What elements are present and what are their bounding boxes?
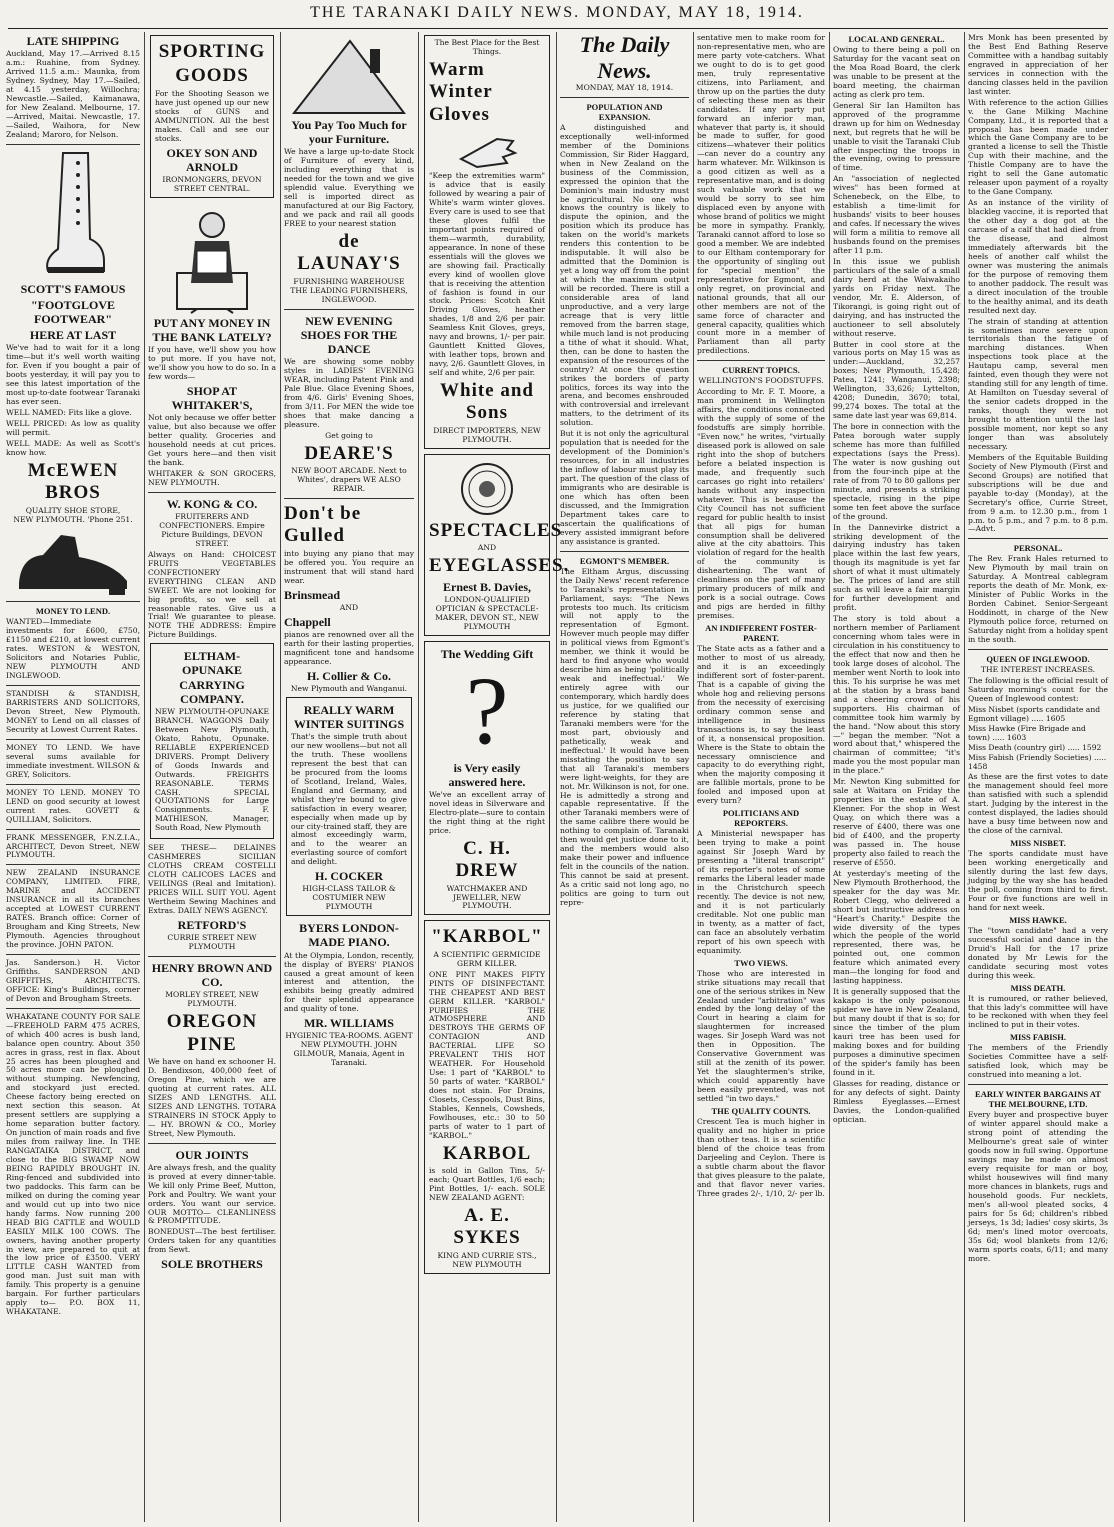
personal-heading: PERSONAL. — [1013, 543, 1063, 554]
eyeglasses-heading: EYEGLASSES. — [429, 555, 570, 577]
cocker-heading: H. COCKER — [314, 869, 383, 884]
vote-row: Miss Fabish (Friendly Societies) ..... 1458 — [968, 752, 1107, 771]
joints-heading: OUR JOINTS — [175, 1147, 249, 1162]
news-item: As an instance of the virility of blackleg vaccine, it is reported that the other day a dog got at the carcase of a calf that had died from the disease, and almost immediately afterwards bit the heels of another calf whilst the owner was mustering the animals for the purpose of removing them to another paddock. The result was a direct inoculation of the trouble to the healthy animal, and its death resulted next day. — [968, 198, 1108, 315]
vote-list — [968, 706, 1108, 772]
henry-brown-heading: HENRY BROWN AND CO. — [151, 960, 273, 990]
sykes-sub: KING AND CURRIE STS., NEW PLYMOUTH — [437, 1250, 537, 1269]
sole-heading: SOLE BROTHERS — [161, 1257, 263, 1272]
and-word-2: AND — [477, 543, 497, 553]
kong-heading: W. KONG & CO. — [166, 496, 258, 511]
karbol-text-2: is sold in Gallon Tins, 5/- each; Quart Bottles, 1/6 each; Pint Bottles, 1/- each. SOLE NEW ZEALAND AGENT: — [429, 1166, 545, 1203]
deare-heading: DEARE'S — [304, 442, 394, 464]
oregon-text: We have on hand ex schooner H. D. Bendixson, 400,000 feet of Oregon Pine, which we are quoting at current rates. ALL SIZES AND LENGTHS. ALL SIZES AND LENGTHS. TOTARA STRAINERS IN STOCK Apply to— HY. BROWN & CO., Morley Street, New Plymouth. — [148, 1057, 276, 1138]
oregon-heading: OREGON PINE — [166, 1011, 258, 1055]
money-heading: MONEY TO LEND. — [35, 606, 111, 617]
eltham-text: NEW PLYMOUTH-OPUNAKE BRANCH. WAGGONS Daily Between New Plymouth, Okato, Rahotu, Opunake. RELIABLE EXPERIENCED DRIVERS. Prompt Delivery of Goods Inwards and Outwards. FREIGHTS REASONABLE. TERMS CASH. SPECIAL QUOTATIONS for Large Consignments. F. MATHIESON, Manager, South Road, New Plymouth — [155, 706, 269, 833]
column-rule — [280, 32, 281, 1522]
sanderson-ad: Jas. Sanderson.) H. Victor Griffiths. SANDERSON AND GRIFFITHS, ARCHITECTS. OFFICE: King's Buildings, corner of Devon and Brougham Streets. — [6, 957, 140, 1003]
two-views-text: Those who are interested in strike situations may recall that one of the serious strikes in New Zealand under "arbitration" was ended by the long delay of the Court in hearing a claim for slaughtermen for increased wages. Sir Joseph Ward was not then in Opposition. The Conservative Government was still at the zenith of its power. Yet the slaughtermen's strike, which could apparently have been easily prevented, was not settled "in two days." — [697, 968, 825, 1103]
drew-sub: WATCHMAKER AND JEWELLER, NEW PLYMOUTH. — [446, 883, 528, 911]
mcewen-sub: QUALITY SHOE STORE, — [25, 505, 121, 515]
local-item: The bore in connection with the Patea borough water supply scheme has more than fulfilled expectations (says the Press). The water is now gushing out from the four-inch pipe at the rate of from 70 to 80 gallons per minute, and presents a striking spectacle, rising in the pipe some ten feet above the surface of the ground. — [833, 422, 960, 521]
sporting-text: For the Shooting Season we have just opened up our new stocks of GUNS and AMMUNITION. All the best makes. Call and see our stocks. — [155, 88, 269, 143]
column-current-topics — [697, 32, 825, 1522]
local-general-heading: LOCAL AND GENERAL. — [848, 34, 945, 44]
karbol-sub: A SCIENTIFIC GERMICIDE GERM KILLER. — [433, 949, 541, 968]
nisbet-heading: MISS NISBET. — [1010, 838, 1066, 849]
bonedust-text: BONEDUST—The best fertiliser. Orders taken for any quantities from Sewt. — [148, 1227, 276, 1255]
local-item: The story is told about a northern member of Parliament concerning whom tales were in circulation in his constituency to the effect that now and then he took large doses of alcohol. The member went North to look into this. To his surprise he was met at the station by a brass band and a cheering crowd of his supporters. His chairman of committee took him warmly by the hand. "Now about this story—" began the member. "Not a word about that," whispered the chairman of committee; "it's made you the most popular man in the place." — [833, 614, 960, 776]
davies-heading: Ernest B. Davies, — [443, 579, 531, 594]
quality-text: Crescent Tea is much higher in quality and no higher in price than other teas. It is a scientific blend of the choice teas from Darjeeling and Ceylon. There is a subtle charm about the flavor that gives pleasure to the palate, and that flavor never varies. Three grades 2/-, 1/10, 2/- per lb. — [697, 1116, 825, 1198]
warm-tagline: The Best Place for the Best Things. — [434, 38, 540, 56]
local-item: It is generally supposed that the kakapo is the only poisonous spider we have in New Zealand, but many doubt if that is so; for since the timber of the plum kauri tree has been used for making boxes and for building purposes a diminutive specimen of the spider's family has been found in it. — [833, 987, 960, 1077]
masthead-rule — [8, 28, 1108, 29]
editorial-text-2: But it is not only the agricultural population that is needed for the development of the Dominion's resources, for in all industries the inflow of labour must play its part. The question of the class of immigrants who are desirable is one which has often been discussed, and the Immigration Department takes care to ascertain the qualifications of every assisted immigrant before any assistance is granted. — [560, 429, 689, 546]
henry-brown-sub: MORLEY STREET, NEW PLYMOUTH. — [165, 990, 259, 1009]
scott-here: HERE AT LAST — [29, 328, 117, 343]
fabish-text: The members of the Friendly Societies Committee have a self-satisfied look, which may be construed into meaning a lot. — [968, 1043, 1108, 1080]
column-3 — [284, 32, 414, 1522]
politicians-heading: POLITICIANS AND REPORTERS. — [722, 808, 800, 829]
queen-subheading: THE INTEREST INCREASES. — [980, 664, 1096, 674]
furniture-text: We have a large up-to-date Stock of Furniture of every kind, including everything that is needed for the town and we give splendid value. Everything we sell is imported direct as manufactured at our Big Factory, and we pack and rail all goods FREE to your nearest station — [284, 147, 414, 228]
local-item: General Sir Ian Hamilton has approved of the programme drawn up for him on Wednesday next, but regrets that he will be unable to visit the Taranaki Club after inspecting the troops in the evening, owing to pressure of time. — [833, 100, 960, 173]
local-item: At yesterday's meeting of the New Plymouth Brotherhood, the speaker for the day was Mr. Robert Clegg, who delivered a short but instructive address on "Heart's Charity." Despite the wide diversity of the types which the people of the world represented, there was, he pointed out, one common feature which animated every man—the longing for food and lasting happiness. — [833, 868, 960, 986]
shipping-text: Auckland, May 17.—Arrived 8.15 a.m.: Ruahine, from Sydney. Arrived 11.5 a.m.: Maunka, from Sydney. Sydney, May 17.—Sailed, at 4.15 yesterday, Willochra; Newcastle.—Sailed, Kaimanawa, for New Zealand. Melbourne, 17.—Arrived, Maitai. Newcastle, 17.—Sailed, Waihora, for New Zealand; Maroro, for Nelson. — [6, 49, 140, 139]
column-rule — [144, 32, 145, 1522]
well-made: WELL MADE: As well as Scott's know how. — [6, 438, 140, 457]
bank-text: If you have, we'll show you how to put more. If you have not, we'll show you how to do so. In a few words— — [148, 345, 276, 381]
scott-subheading: "FOOTGLOVE FOOTWEAR" — [30, 297, 115, 326]
wedding-text: We've an excellent array of novel ideas in Silverware and Electro-plate—sure to contain the right thing at the right price. — [429, 789, 545, 835]
davies-sub: LONDON-QUALIFIED OPTICIAN & SPECTACLE-MAKER, DEVON ST., NEW PLYMOUTH — [435, 594, 539, 631]
local-item: In this issue we publish particulars of the sale of a small dairy herd at the Waiwakaiho yards on Friday next. The vendor, Mr. E. Alderson, of Tikorangi, is going right out of dairying, and has instructed the auctioneer to sell absolutely without reserve. — [833, 256, 960, 338]
hawke-text: The "town candidate" had a very successful social and dance in the Druid's Hall for the 17 prize donated by Mr Lewis for the candidate securing most votes during this week. — [968, 925, 1108, 980]
well-priced: WELL PRICED: As low as quality will permit. — [6, 418, 140, 437]
drew-heading: C. H. DREW — [455, 837, 519, 882]
personal-text: The Rev. Frank Hales returned to New Plymouth by mail train on Saturday. A Montreal cablegram reports the death of Mr. Monk, ex-Minister of Public Works in the Borden Cabinet. Senior-Sergeant Hoddinott, in charge of the New Plymouth police force, returned on Saturday night from a holiday spent in the south. — [968, 554, 1108, 645]
williams-sub: HYGIENIC TEA-ROOMS. AGENT NEW PLYMOUTH. JOHN GILMOUR, Manaia, Agent in Taranaki. — [285, 1031, 413, 1068]
column-rule — [964, 32, 965, 1522]
column-4 — [422, 32, 570, 1522]
glove-illustration — [457, 129, 517, 169]
foster-text: The State acts as a father and a mother to most of us already, and it is an exceedingly indifferent sort of foster-parent. That is a capable of giving the whole hog and relieving persons from the necessity of exercising ordinary common sense and intelligence in business transactions is, to say the least of it, a nonsensical proposition. Where is the State to obtain the necessary omniscience and capacity to do everything right, when the majority composing it are fallible mortals, prone to be fooled and imposed upon at every turn? — [697, 644, 825, 806]
suitings-heading: REALLY WARM WINTER SUITINGS — [293, 702, 405, 731]
whitaker-heading: SHOP AT WHITAKER'S, — [171, 383, 253, 413]
white-sons-heading: White and Sons — [440, 380, 534, 424]
vote-row: Miss Death (country girl) ..... 1592 — [968, 742, 1102, 752]
shipping-heading: LATE SHIPPING — [26, 34, 120, 48]
whakatane-ad: WHAKATANE COUNTY FOR SALE—FREEHOLD FARM 475 ACRES, of which 400 acres is bush land, balance open country. About 350 acres in grass, rest in flax. About 25 acres has been ploughed and 50 acres more can be ploughed without stumping. Newfencing, and stockyard just erected. Cheese factory being erected on next section this season. At present settlers are supplying a home separation butter factory. On junction of main roads and five miles from railway line. In THE RANGATAIKA DISTRICT, and close to the BIG SWAMP NOW BEING RAPIDLY BROUGHT IN. Ring-fenced and subdivided into two paddocks. This farm can be milked on during the coming year and would cut up into two nice handy farms. Now running 200 HEAD BIG CATTLE and WOULD EASILY MILK 100 COWS. The owners, having another property in view, are prepared to quit at the low price of £3500. VERY LITTLE CASH WANTED from good man. Just suit man with family. This property is a genuine bargain. For further particulars apply to— P.O. BOX 11, WHAKATANE. — [6, 1011, 140, 1317]
column-1 — [6, 32, 140, 1522]
karbol-heading: "KARBOL" — [431, 926, 543, 948]
column-8 — [968, 32, 1108, 1522]
okey-heading: OKEY SON AND ARNOLD — [166, 145, 258, 174]
sporting-heading: SPORTING — [158, 41, 266, 62]
editorial-text-1: A distinguished and exceptionally well-informed member of the Dominions Commission, Sir Rider Haggard, when in New Zealand on the business of the Commission, expressed the opinion that the Dominion's main industry must be agricultural. No one who knows the country is likely to dispute the opinion, and the position which its produce has taken on the world's markets renders this contention to be indisputable. It will also be admitted that the Dominion is yet a long way off from the point at which the maximum output will be recorded. There is still a considerable area of land unproductive, and a very large acreage that is very little removed from the barren stage, while much land is not producing a tithe of what it should. What, then, can be done to hasten the expansion of the resources of the country? At once the question strikes the borders of party politics, forces its way into the arena, and becomes enshrouded with controversial and irrelevant matters, to the detriment of its solution. — [560, 122, 689, 428]
mcewen-heading: McEWEN BROS — [27, 459, 119, 504]
topics-heading: CURRENT TOPICS. — [722, 365, 800, 376]
retford-address: CURRIE STREET NEW PLYMOUTH — [167, 933, 257, 952]
death-heading: MISS DEATH. — [1010, 982, 1066, 993]
scott-heading: SCOTT'S FAMOUS — [20, 281, 126, 296]
money-weston: WANTED—Immediate investments for £600, £750, £1150 and £210, at lowest current rates. WESTON & WESTON, Solicitors and Notaries Public, NEW PLYMOUTH AND INGLEWOOD. — [6, 617, 140, 681]
boot-illustration — [38, 149, 108, 279]
vote-row: Miss Hawke (Fire Brigade and town) ..... 1603 — [968, 723, 1086, 742]
column-rule — [693, 32, 694, 1522]
foster-heading: AN INDIFFERENT FOSTER-PARENT. — [705, 623, 817, 644]
and-word: AND — [339, 602, 359, 612]
column-rule — [418, 32, 419, 1522]
messenger-ad: FRANK MESSENGER, F.N.Z.I.A., ARCHITECT, Devon Street, NEW PLYMOUTH. — [6, 832, 140, 860]
well-named: WELL NAMED: Fits like a glove. — [6, 407, 132, 417]
bargains-text: Every buyer and prospective buyer of winter apparel should make a strong point of attending the Melbourne's great sale of winter goods now in full swing. Opportune savings may be made on almost every requisite for man or boy, whilst housewives will find many more chances in blankets, rugs and household goods. Fur necklets, men's all-wool pleated socks, 4 pairs for 5s 6d; children's ribbed jerseys, 1s 3d; ladies' cosy skirts, 3s 6d; men's lined motor overcoats, 35s 6d; wool blankets from 12/6; warm sports coats, 6/11; and many more. — [968, 1110, 1108, 1263]
kong-sub: FRUITERERS AND CONFECTIONERS. Empire Picture Buildings, DEVON STREET. — [159, 511, 265, 548]
spectacles-heading: SPECTACLES — [429, 519, 563, 541]
queen-text: As these are the first votes to date the management should feel more than satisfied with such a splendid start. Judging by the interest in the contest displayed, the ladies should have a busy time between now and the close of the carnival. — [968, 772, 1108, 836]
byers-text: At the Olympia, London, recently, the display of BYERS' PIANOS caused a great amount of keen interest and attention, the exhibits being greatly admired for their splendid appearance and quality of tone. — [284, 950, 414, 1014]
wedding-heading: The Wedding Gift — [440, 646, 534, 661]
retford-heading: RETFORD'S — [177, 917, 247, 932]
kong-text: Always on Hand: CHOICEST FRUITS VEGETABLES CONFECTIONERY EVERYTHING CLEAN AND SWEET. We are not looking for big profits, so we sell at reasonable rates. Give us a Trial! We guarantee to please. NOTE THE ADDRESS: Empire Picture Buildings. — [148, 549, 276, 640]
local-item: In the Dannevirke district a striking development of the dairying industry has taken place within the last few years, though its magnitude is yet far short of what it must ultimately be. The prices of land are still such as will leave a fair margin for further development and profit. — [833, 522, 960, 613]
news-item: Members of the Equitable Building Society of New Plymouth (First and Second Groups) are notified that subscriptions will be due and payable to-day (Monday), at the Secretary's office, Currie Street, from 9 a.m. to 12.30 p.m., from 1 p.m. to 5 p.m., and 7 p.m. to 8 p.m.—Advt. — [968, 452, 1108, 534]
cocker-sub: HIGH-CLASS TAILOR & COSTUMIER NEW PLYMOUTH — [302, 884, 396, 912]
piano-text: into buying any piano that may be offered you. You require an instrument that will stand hard wear. — [284, 548, 414, 585]
deare-pre: Get going to — [325, 430, 373, 440]
local-item: Glasses for reading, distance or for any defects of sight. Dainty Rimless Eyeglasses.—Ernest Davies, the London-qualified optician. — [833, 1078, 960, 1124]
seal-emblem — [459, 461, 515, 517]
column-2 — [148, 32, 276, 1522]
queen-intro: The following is the official result of Saturday morning's count for the Queen of Inglewood contest: — [968, 675, 1108, 703]
local-item: Butter in cool store at the various ports on May 15 was as under:—Auckland, 32,257 boxes; New Plymouth, 15,428; Patea, 1241; Wanganui, 2398; Wellington, 33,626; Lyttelton, 4208; Dunedin, 3670; total, 99,274 boxes. The total at the same date last year was 69,814. — [833, 339, 960, 421]
fabish-heading: MISS FABISH. — [1009, 1032, 1067, 1043]
wilson-grey-ad: MONEY TO LEND. We have several sums available for immediate investment. WILSON & GREY, Solicitors. — [6, 742, 140, 779]
continuation-text: sentative men to make room for non-representative men, who are mere party vote-catchers. What we ought to do is to get good men, truly representative citizens, into Parliament, and throw up on the parties the duty of selecting these men as their candidates. If any party put forward an inferior man, whatever that party is, it should be made to suffer, for good citizens—whatever their politics—can never do a country any harm whatever. Mr. Wilkinson is a good citizen as well as a representative man, and is doing such valuable work that we would be sorry to see him displaced even by anyone with whose brand of politics we might be more in sympathy. Frankly, Taranaki cannot afford to lose so good a member. We are indebted to our Eltham contemporary for the opportunity of singling out for "special mention" the representative for Egmont, and only regret, on provincial and national grounds, that all our other members are not of the same force of character and general capacity, qualities which count more in a member of Parliament than all party predilections. — [697, 33, 826, 356]
column-rule — [556, 32, 557, 1522]
local-item: An "association of neglected wives" has been formed at Schenebeck, on the Elbe, to establish a time-limit for husbands' visits to beer houses and cafes. If necessary the wives will form a militia to remove all husbands found on the premises after 11 p.m. — [833, 174, 960, 255]
warm-gloves-heading: Warm Winter Gloves — [429, 58, 493, 125]
suitings-text: That's the simple truth about our new woollens—but not all the truth. These woollens represent the best that can be procured from the looms of Scotland, Ireland, Wales, England and Germany, and whilst they're bound to give satisfaction in every wearer, especially when made up by our city-trained staff, they are almost exceedingly warm, and to the wearer an everlasting source of comfort and delight. — [291, 732, 407, 867]
news-item: The strain of standing at attention is sometimes more severe upon territorials than the fatigue of marching distances. When inspections took place at the Hautapu camp, several men fainted, even though they were not standing still for any length of time. At Hamilton on Tuesday several of the senior cadets dropped in the ranks, though they were not brought to attention until the last possible moment, nor kept so any longer than was absolutely necessary. — [968, 316, 1108, 451]
quality-heading: THE QUALITY COUNTS. — [711, 1105, 811, 1116]
brinsmead-heading: Brinsmead — [284, 587, 341, 602]
scott-text: We've had to wait for it a long time—but it's well worth waiting for. Even if you bought a pair of boots yesterday, it will pay you to see this latest importation of the most up-to-date footwear Taranaki has ever seen. — [6, 343, 140, 407]
news-item: Mrs Monk has been presented by the Best End Bathing Reserve Committee with a handbag suitably engraved in appreciation of her services in connection with the dancing classes held in the pavilion last winter. — [968, 33, 1108, 96]
news-item: With reference to the action Gillies v. the Gane Milking Machine Company, Ltd., it is reported that a proposal has been made under which the Gane Company are to be granted a license to sell the Thistle Cup with their machine, and the Thistle Company are to have the right to sell the Gane automatic releaser upon payment of a royalty to the Gane Company. — [968, 97, 1108, 197]
williams-heading: MR. WILLIAMS — [304, 1016, 394, 1031]
chappell-heading: Chappell — [284, 614, 331, 629]
piano-text-2: pianos are renowned over all the earth for their lasting properties, magnificent tone and handsome appearance. — [284, 629, 414, 666]
editorial-headline: POPULATION AND EXPANSION. — [586, 101, 663, 122]
joints-text: Are always fresh, and the quality is proved at every dinner-table. We kill only Prime Beef, Mutton, Pork and Poultry. We want your orders. You want our service. OUR MOTTO— CLEANLINESS & PROMPTITUDE. — [148, 1162, 276, 1226]
see-these-ad: SEE THESE— DELAINES CASHMERES SICILIAN CLOTHS CREAM COSTELLI CLOTH CALICOES LACES and VEILINGS (Real and Imitation). PRICES WILL SUIT YOU. Agent Wertheim Sewing Machines and Extras. DAILY NEWS AGENCY. — [148, 843, 276, 915]
roof-illustration — [290, 35, 408, 115]
deare-sub: NEW BOOT ARCADE. Next to Whites', drapers WE ALSO REPAIR. — [291, 466, 407, 493]
goods-heading: GOODS — [175, 65, 249, 87]
masthead: THE TARANAKI DAILY NEWS. MONDAY, MAY 18, 1914. — [310, 4, 804, 21]
bargains-heading: EARLY WINTER BARGAINS AT THE MELBOURNE, LTD. — [975, 1089, 1101, 1110]
whitaker-signature: WHITAKER & SON GROCERS, NEW PLYMOUTH. — [148, 468, 276, 487]
vote-row: Miss Nisbet (sports candidate and Egmont village) ..... 1605 — [968, 704, 1101, 723]
local-item: Mr. Newton King submitted for sale at Waitara on Friday the properties in the estate of A. Klenner. For the shop in West Quay, on which there was a reserve of £400, there was one bid of £400, and the property was passed in. The house property also failed to reach the reserve of £550. — [833, 777, 960, 867]
bank-heading: PUT ANY MONEY IN THE BANK LATELY? — [152, 315, 272, 344]
byers-heading: BYERS LONDON-MADE PIANO. — [299, 921, 399, 950]
delaunay-heading: de LAUNAY'S — [297, 230, 401, 275]
death-text: It is rumoured, or rather believed, that this lady's committee will have to be reckoned with when they feel inclined to put in their votes. — [968, 993, 1108, 1030]
shoe-illustration — [13, 527, 133, 597]
editorial-date: MONDAY, MAY 18, 1914. — [575, 82, 674, 92]
insurance-ad: NEW ZEALAND INSURANCE COMPANY, LIMITED. FIRE, MARINE and ACCIDENT INSURANCE in all its branches accepted at LOWEST CURRENT RATES. Branch office: Corner of Brougham and King Streets, New Plymouth. Agencies throughout the province. JOHN PATON. — [6, 868, 140, 950]
shoes-text: We are showing some nobby styles in LADIES' EVENING WEAR, including Patent Pink and Pale Blue. Glace Evening Shoes, from 4/6. Girls' Evening Shoes, from 3/11. For MEN the wide toe shoes that make dancing a pleasure. — [284, 357, 414, 429]
topics-subheading: WELLINGTON'S FOODSTUFFS. — [698, 376, 824, 386]
white-sons-sub: DIRECT IMPORTERS, NEW PLYMOUTH. — [433, 425, 541, 444]
local-item: Owing to there being a poll on Saturday for the vacant seat on the Moa Road Board, the clerk was unable to be present at the board meeting, the chairman acting as clerk pro tem. — [833, 45, 960, 99]
question-mark: ? — [465, 656, 509, 764]
okey-sub: IRONMONGERS, DEVON STREET CENTRAL. — [162, 174, 262, 193]
delaunay-sub: FURNISHING WAREHOUSE THE LEADING FURNISHERS, INGLEWOOD. — [290, 276, 408, 304]
govett-ad: MONEY TO LEND. MONEY TO LEND on good security at lowest current rates. GOVETT & QUILLIAM, Solicitors. — [6, 787, 140, 824]
topics-text: According to Mr. F. T. Moore, a man prominent in Wellington affairs, the conditions connected with the supply of some of the foodstuffs are simply horrible. "Even now," he writes, "virtually diseased pork is allowed on sale right into the shop of butchers before a belated inspection is made, and frequently such carcases go right into retailers' hands without any inspection whatever. This is because the City Council has not sufficient regard for public health to insist that all pigs for human consumption shall be delivered alive at the city abattoirs. This violation of regard for the health of the community is disheartening. The want of cleanliness on the part of many primary producers of milk and pork is a social outrage. Cows and pigs are herded in filthy premises. — [697, 387, 825, 621]
nisbet-text: The sports candidate must have been working energetically and silently during the last few days, judging by the way she has headed the poll, coming from third to first. Four or five functions are well in hand for next week. — [968, 849, 1108, 912]
collier-heading: H. Collier & Co. — [306, 668, 392, 683]
man-reading-illustration — [167, 203, 257, 313]
standish-ad: STANDISH & STANDISH, BARRISTERS AND SOLICITORS, Devon Street, New Plymouth. MONEY to Lend on all classes of Security at Lowest Current Rates. — [6, 689, 140, 734]
collier-sub: New Plymouth and Wanganui. — [290, 683, 408, 693]
karbol-heading-2: KARBOL — [442, 1142, 532, 1164]
daily-news-logo: The Daily News. — [579, 32, 670, 83]
column-rule — [829, 32, 830, 1522]
column-editorial — [560, 32, 689, 1522]
shoes-heading: NEW EVENING SHOES FOR THE DANCE — [300, 313, 398, 356]
whitaker-text: Not only because we offer better value, but also because we offer better quality. Groceries and household needs at cut prices. Get yours here—and then visit the bank. — [148, 413, 276, 467]
sykes-heading: A. E. SYKES — [453, 1205, 521, 1249]
egmont-text: The Eltham Argus, discussing the Daily News' recent reference to Taranaki's representation in Parliament, says: "The News protests too much. Its criticism will not apply to the representation of Egmont. However much people may differ in political views from Egmont's member, we think it would be hard to find anyone who would describe him as being 'politically weak and ineffectual.' We entirely agree with our contemporary, which hardly does us justice, for we qualified our reference by stating that Taranaki members were 'for the most part, obviously and pathetically, weak and ineffectual.' It would have been misstating the position to say that all Taranaki's members were light-weights, for they are not. Mr. Wilkinson is not, for one. He is admittedly a strong and capable representative. If the other Taranaki members were of the same calibre there would be nothing to complain of. Taranaki then would get justice done to it, and the members would also make their power and influence felt in the councils of the nation. This cannot be said at present. As a critic said not long ago, no politics are going to turn out repre- — [560, 566, 689, 907]
egmont-heading: EGMONT'S MEMBER. — [579, 555, 670, 566]
gulled-heading: Don't be Gulled — [284, 502, 362, 547]
mcewen-address: NEW PLYMOUTH. 'Phone 251. — [13, 514, 133, 524]
column-local-general — [833, 32, 960, 1522]
answered-heading: is Very easily answered here. — [448, 760, 526, 789]
eltham-heading: ELTHAM-OPUNAKE CARRYING COMPANY. — [179, 649, 245, 706]
queen-heading: QUEEN OF INGLEWOOD. — [986, 653, 1090, 664]
politicians-text: A Ministerial newspaper has been trying to make a point against Sir Joseph Ward by presenting a "literal transcript" of its reporter's notes of some remarks the Liberal leader made in the Christchurch speech recently. The device is not new, and it is not particularly creditable. Not one public man in twenty, as a matter of fact, can face an absolutely verbatim report of his own speech with equanimity. — [697, 829, 825, 955]
furniture-heading: You Pay Too Much for your Furniture. — [291, 118, 407, 147]
karbol-text: ONE PINT MAKES FIFTY PINTS OF DISINFECTANT. THE CHEAPEST AND BEST GERM KILLER. "KARBOL" PURIFIES THE ATMOSPHERE AND DESTROYS THE GERMS OF CONTAGION AND BACTERIAL LIFE SO PREVALENT THIS HOT WEATHER. For Household Use: 1 part of "KARBOL" to 50 parts of water. "KARBOL" does not stain. For Drains, Closets, Cesspools, Dust Bins, Stables, Kennels, Cowsheds, Fowlhouses, etc.: 30 to 50 parts of water to 1 part of "KARBOL." — [429, 969, 545, 1140]
warm-text: "Keep the extremities warm" is advice that is easily followed by wearing a pair of White's warm winter gloves. Every care is used to see that these gloves fulfil the important points required of them—warmth, durability, appearance. In none of these essentials will the gloves we are showing fail. Practically every kind of woollen glove that is receiving the attention of fashion is found in our stock. Prices: Scotch Knit Driving Gloves, heather shades, 1/8 and 2/6 per pair. Seamless Knit Gloves, greys, navy and browns, 1/- per pair. Gauntlett Knitted Gloves, with leather tops, brown and navy, 2/6. Gauntlett Gloves, in self and white, 2/6 per pair. — [429, 171, 545, 378]
two-views-heading: TWO VIEWS. — [734, 957, 788, 968]
hawke-heading: MISS HAWKE. — [1009, 914, 1067, 925]
